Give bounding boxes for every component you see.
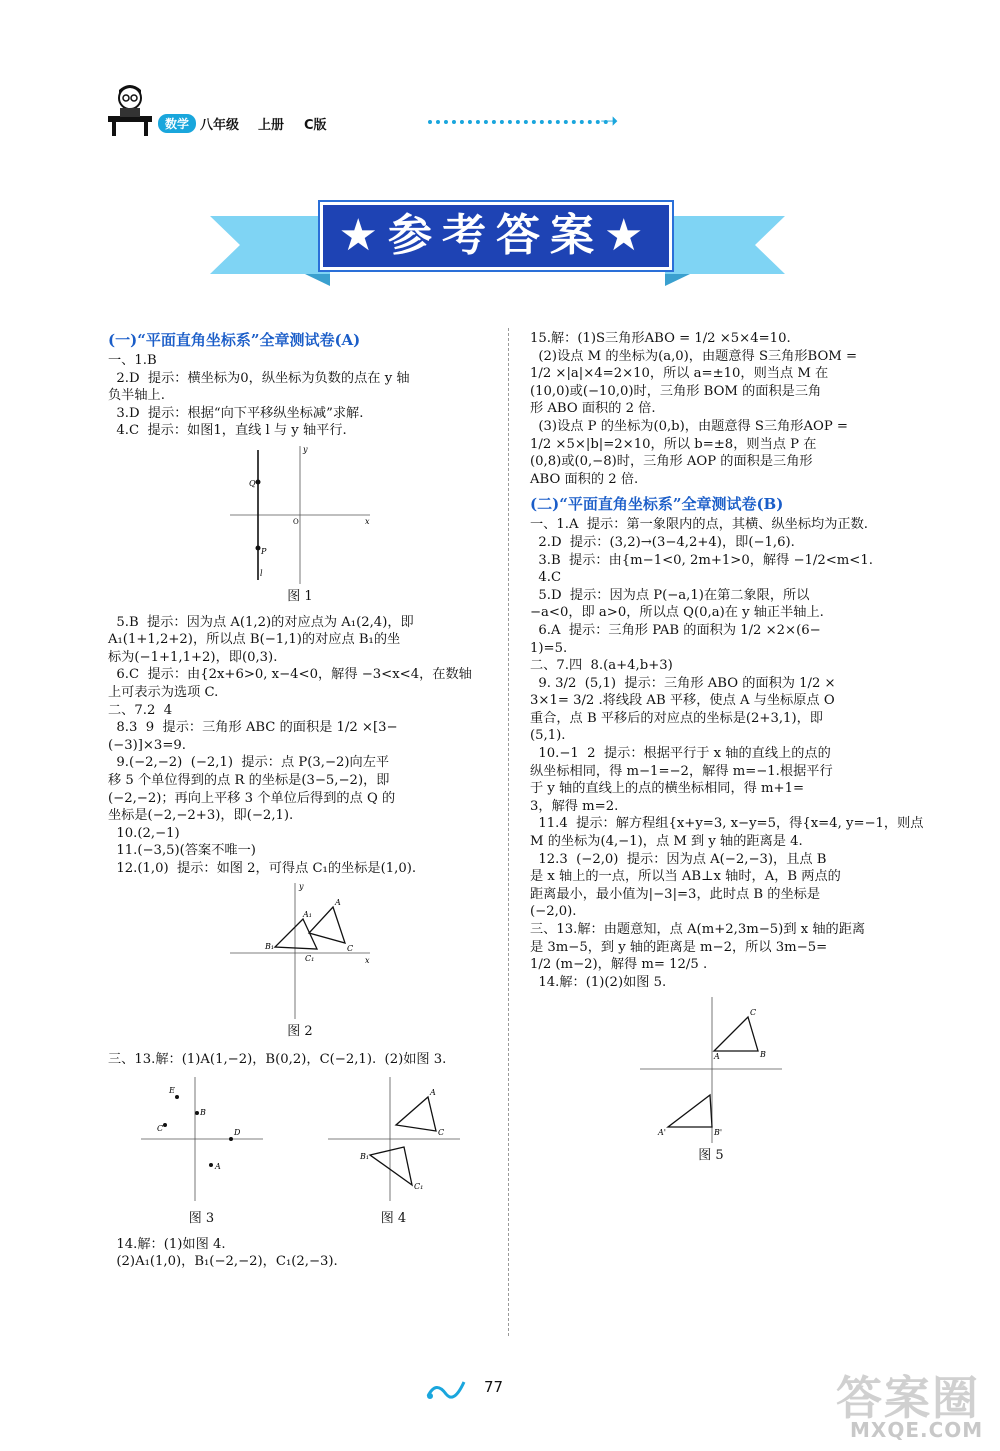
answer-line: (0,8)或(0,−8)时，三角形 AOP 的面积是三角形 xyxy=(530,454,813,470)
answer-line: 8.3 9 提示：三角形 ABC 的面积是 1/2 ×[3− xyxy=(108,720,398,736)
svg-text:A: A xyxy=(429,1087,436,1097)
answer-block-c xyxy=(108,1051,492,1069)
svg-text:B: B xyxy=(199,1107,206,1117)
answer-line: 9.(−2,−2) (−2,1) 提示：点 P(3,−2)向左平 xyxy=(108,755,390,771)
answer-line: 11.4 提示：解方程组{x+y=3, x−y=5，得{x=4, y=−1，则点 xyxy=(530,816,924,832)
svg-text:E: E xyxy=(168,1085,175,1095)
svg-text:C: C xyxy=(750,1008,757,1018)
right-column xyxy=(530,330,924,1165)
answer-line: 12.3 (−2,0) 提示：因为点 A(−2,−3)，且点 B xyxy=(530,851,827,867)
figure-2-caption: 图 2 xyxy=(287,1024,313,1040)
answer-line: 3.D 提示：根据“向下平移纵坐标减”求解. xyxy=(108,405,364,421)
figure-3-caption: 图 3 xyxy=(188,1211,215,1227)
reading-boy-icon xyxy=(100,82,158,138)
answer-line: 负半轴上. xyxy=(108,388,165,404)
figure-1-caption: 图 1 xyxy=(287,588,313,604)
answer-block-a xyxy=(108,352,492,440)
svg-text:B': B' xyxy=(714,1128,723,1138)
svg-text:C: C xyxy=(347,944,354,954)
page-header xyxy=(100,82,620,142)
dotted-rule xyxy=(428,120,608,124)
answer-line: 一、1.B xyxy=(108,353,157,368)
answer-block-b xyxy=(108,614,492,878)
answer-line: A₁(1+1,2+2)，所以点 B(−1,1)的对应点 B₁的坐 xyxy=(108,632,401,648)
answer-line: 标为(−1+1,1+2)，即(0,3). xyxy=(108,649,278,665)
answer-block-e xyxy=(530,330,892,488)
banner-title: ★参考答案★ xyxy=(320,202,672,270)
watermark xyxy=(828,1358,996,1444)
answer-line: −a<0，即 a>0，所以点 Q(0,a)在 y 轴正半轴上. xyxy=(530,605,824,621)
answer-line: 一、1.A 提示：第一象限内的点，其横、纵坐标均为正数. xyxy=(530,517,868,533)
answer-line: 10.−1 2 提示：根据平行于 x 轴的直线上的点的 xyxy=(530,746,831,762)
svg-text:A₁: A₁ xyxy=(303,910,312,920)
answer-line: (2)设点 M 的坐标为(a,0)，由题意得 S三角形BOM = xyxy=(530,348,858,364)
answer-line: 移 5 个单位得到的点 R 的坐标是(3−5,−2)，即 xyxy=(108,772,390,788)
figure-2-plot xyxy=(225,881,375,1021)
svg-text:C₁: C₁ xyxy=(305,954,315,964)
answer-banner xyxy=(210,178,785,288)
answer-line: 6.C 提示：由{2x+6>0, x−4<0，解得 −3<x<4，在数轴 xyxy=(108,667,472,683)
answer-line: (2)A₁(1,0)，B₁(−2,−2)，C₁(2,−3). xyxy=(108,1254,338,1270)
answer-line: 10.(2,−1) xyxy=(108,825,180,841)
arrow-icon: ➝ xyxy=(600,109,619,134)
answer-line: 2.D 提示：横坐标为0，纵坐标为负数的点在 y 轴 xyxy=(108,370,410,386)
figure-1-plot xyxy=(225,444,375,586)
svg-text:Q: Q xyxy=(249,478,256,488)
figure-1 xyxy=(225,444,375,586)
answer-line: 12.(1,0) 提示：如图 2，可得点 C₁的坐标是(1,0). xyxy=(108,860,417,876)
figure-3-plot xyxy=(137,1075,267,1203)
answer-line: M 的坐标为(4,−1)，点 M 到 y 轴的距离是 4. xyxy=(530,834,803,850)
answer-line: 是 x 轴上的一点，所以当 AB⊥x 轴时，A，B 两点的 xyxy=(530,869,841,885)
answer-line: 14.解：(1)(2)如图 5. xyxy=(530,974,667,990)
svg-text:C₁: C₁ xyxy=(413,1181,423,1191)
figure-2 xyxy=(225,881,375,1021)
answer-line: 14.解：(1)如图 4. xyxy=(108,1236,226,1252)
svg-text:C: C xyxy=(156,1123,163,1133)
svg-text:y: y xyxy=(303,444,308,454)
svg-text:A: A xyxy=(714,1052,720,1062)
svg-text:x: x xyxy=(365,516,370,526)
answer-line: 3，解得 m=2. xyxy=(530,798,619,814)
page-number: 77 xyxy=(484,1378,504,1396)
answer-line: 纵坐标相同，得 m−1=−2，解得 m=−1.根据平行 xyxy=(530,763,833,779)
answer-line: 坐标是(−2,−2+3)，即(−2,1). xyxy=(108,808,294,824)
answer-line: ABO 面积的 2 倍. xyxy=(530,471,639,487)
watermark-url: MXQE.COM xyxy=(850,1418,984,1442)
figure-5-plot xyxy=(636,995,786,1145)
svg-text:B: B xyxy=(760,1050,766,1060)
svg-text:B₁: B₁ xyxy=(359,1151,369,1161)
column-divider xyxy=(508,328,509,1336)
left-column xyxy=(108,330,492,1271)
figure-4-plot xyxy=(324,1075,464,1203)
page-footer xyxy=(424,1370,574,1410)
answer-line: 1/2 ×|a|×4=2×10，所以 a=±10，则当点 M 在 xyxy=(530,366,829,382)
answer-line: 5.D 提示：因为点 P(−a,1)在第二象限，所以 xyxy=(530,587,810,603)
svg-text:C: C xyxy=(437,1127,444,1137)
answer-line: 6.A 提示：三角形 PAB 的面积为 1/2 ×2×(6− xyxy=(530,622,821,638)
subject-chip: 数学 xyxy=(158,114,196,133)
answer-line: 二、7.2 4 xyxy=(108,702,173,718)
svg-text:B₁: B₁ xyxy=(265,942,275,952)
answer-line: 1/2 ×5×|b|=2×10，所以 b=±8，则当点 P 在 xyxy=(530,436,817,452)
answer-line: 上可表示为选项 C. xyxy=(108,684,219,700)
svg-text:D: D xyxy=(233,1127,240,1137)
answer-line: 于 y 轴的直线上的点的横坐标相同，得 m+1= xyxy=(530,781,805,797)
volume-label: 上册 xyxy=(258,118,285,133)
answer-line: 3.B 提示：由{m−1<0, 2m+1>0，解得 −1/2<m<1. xyxy=(530,552,873,568)
svg-text:y: y xyxy=(299,882,304,892)
answer-line: 4.C xyxy=(530,570,562,586)
answer-line: (−2,−2)；再向上平移 3 个单位后得到的点 Q 的 xyxy=(108,790,396,806)
svg-text:A: A xyxy=(335,898,341,908)
answer-line: 1)=5. xyxy=(530,640,568,656)
answer-line: 三、13.解：由题意知，点 A(m+2,3m−5)到 x 轴的距离 xyxy=(530,922,866,937)
answer-line: (5,1). xyxy=(530,728,566,744)
answer-line: 4.C 提示：如图1，直线 l 与 y 轴平行. xyxy=(108,423,347,439)
answer-line: 形 ABO 面积的 2 倍. xyxy=(530,401,656,417)
answer-line: 15.解：(1)S三角形ABO = 1/2 ×5×4=10. xyxy=(530,331,791,346)
section-title-a: (一)“平面直角坐标系”全章测试卷(A) xyxy=(108,331,361,349)
answer-block-d xyxy=(108,1236,492,1271)
section-title-b: (二)“平面直角坐标系”全章测试卷(B) xyxy=(530,495,784,514)
answer-line: 是 3m−5，到 y 轴的距离是 m−2，所以 3m−5= xyxy=(530,939,828,955)
answer-line: (−2,0). xyxy=(530,904,577,920)
swirl-icon xyxy=(424,1374,474,1404)
answer-line: (10,0)或(−10,0)时，三角形 BOM 的面积是三角 xyxy=(530,383,822,399)
answer-line: 重合，点 B 平移后的对应点的坐标是(2+3,1)，即 xyxy=(530,710,823,726)
answer-line: 3×1= 3/2 .将线段 AB 平移，使点 A 与坐标原点 O xyxy=(530,693,835,709)
svg-text:x: x xyxy=(365,956,370,966)
watermark-title: 答案圈 xyxy=(836,1371,980,1425)
answer-line: 1/2 (m−2)，解得 m= 12/5 . xyxy=(530,957,708,973)
answer-line: 三、13.解：(1)A(1,−2)，B(0,2)，C(−2,1). (2)如图 3. xyxy=(108,1052,447,1068)
figure-5 xyxy=(636,995,786,1145)
svg-text:A': A' xyxy=(658,1128,666,1138)
svg-text:O: O xyxy=(293,517,299,526)
answer-line: 9. 3/2 (5,1) 提示：三角形 ABO 的面积为 1/2 × xyxy=(530,675,836,691)
svg-text:P: P xyxy=(261,546,267,556)
edition-label: C版 xyxy=(304,118,327,133)
answer-block-f xyxy=(530,516,924,991)
svg-text:A: A xyxy=(214,1161,221,1171)
answer-line: 2.D 提示：(3,2)→(3−4,2+4)，即(−1,6). xyxy=(530,534,795,550)
answer-line: (−3)]×3=9. xyxy=(108,737,186,753)
svg-text:l: l xyxy=(260,568,263,578)
answer-line: (3)设点 P 的坐标为(0,b)，由题意得 S三角形AOP = xyxy=(530,418,848,434)
figure-5-caption: 图 5 xyxy=(698,1148,724,1164)
answer-line: 二、7.四 8.(a+4,b+3) xyxy=(530,658,673,674)
answer-line: 11.(−3,5)(答案不唯一) xyxy=(108,843,256,859)
figure-4-caption: 图 4 xyxy=(380,1211,407,1227)
answer-line: 距离最小，最小值为|−3|=3，此时点 B 的坐标是 xyxy=(530,886,821,902)
answer-line: 5.B 提示：因为点 A(1,2)的对应点为 A₁(2,4)，即 xyxy=(108,614,414,630)
grade-label: 八年级 xyxy=(200,118,240,133)
